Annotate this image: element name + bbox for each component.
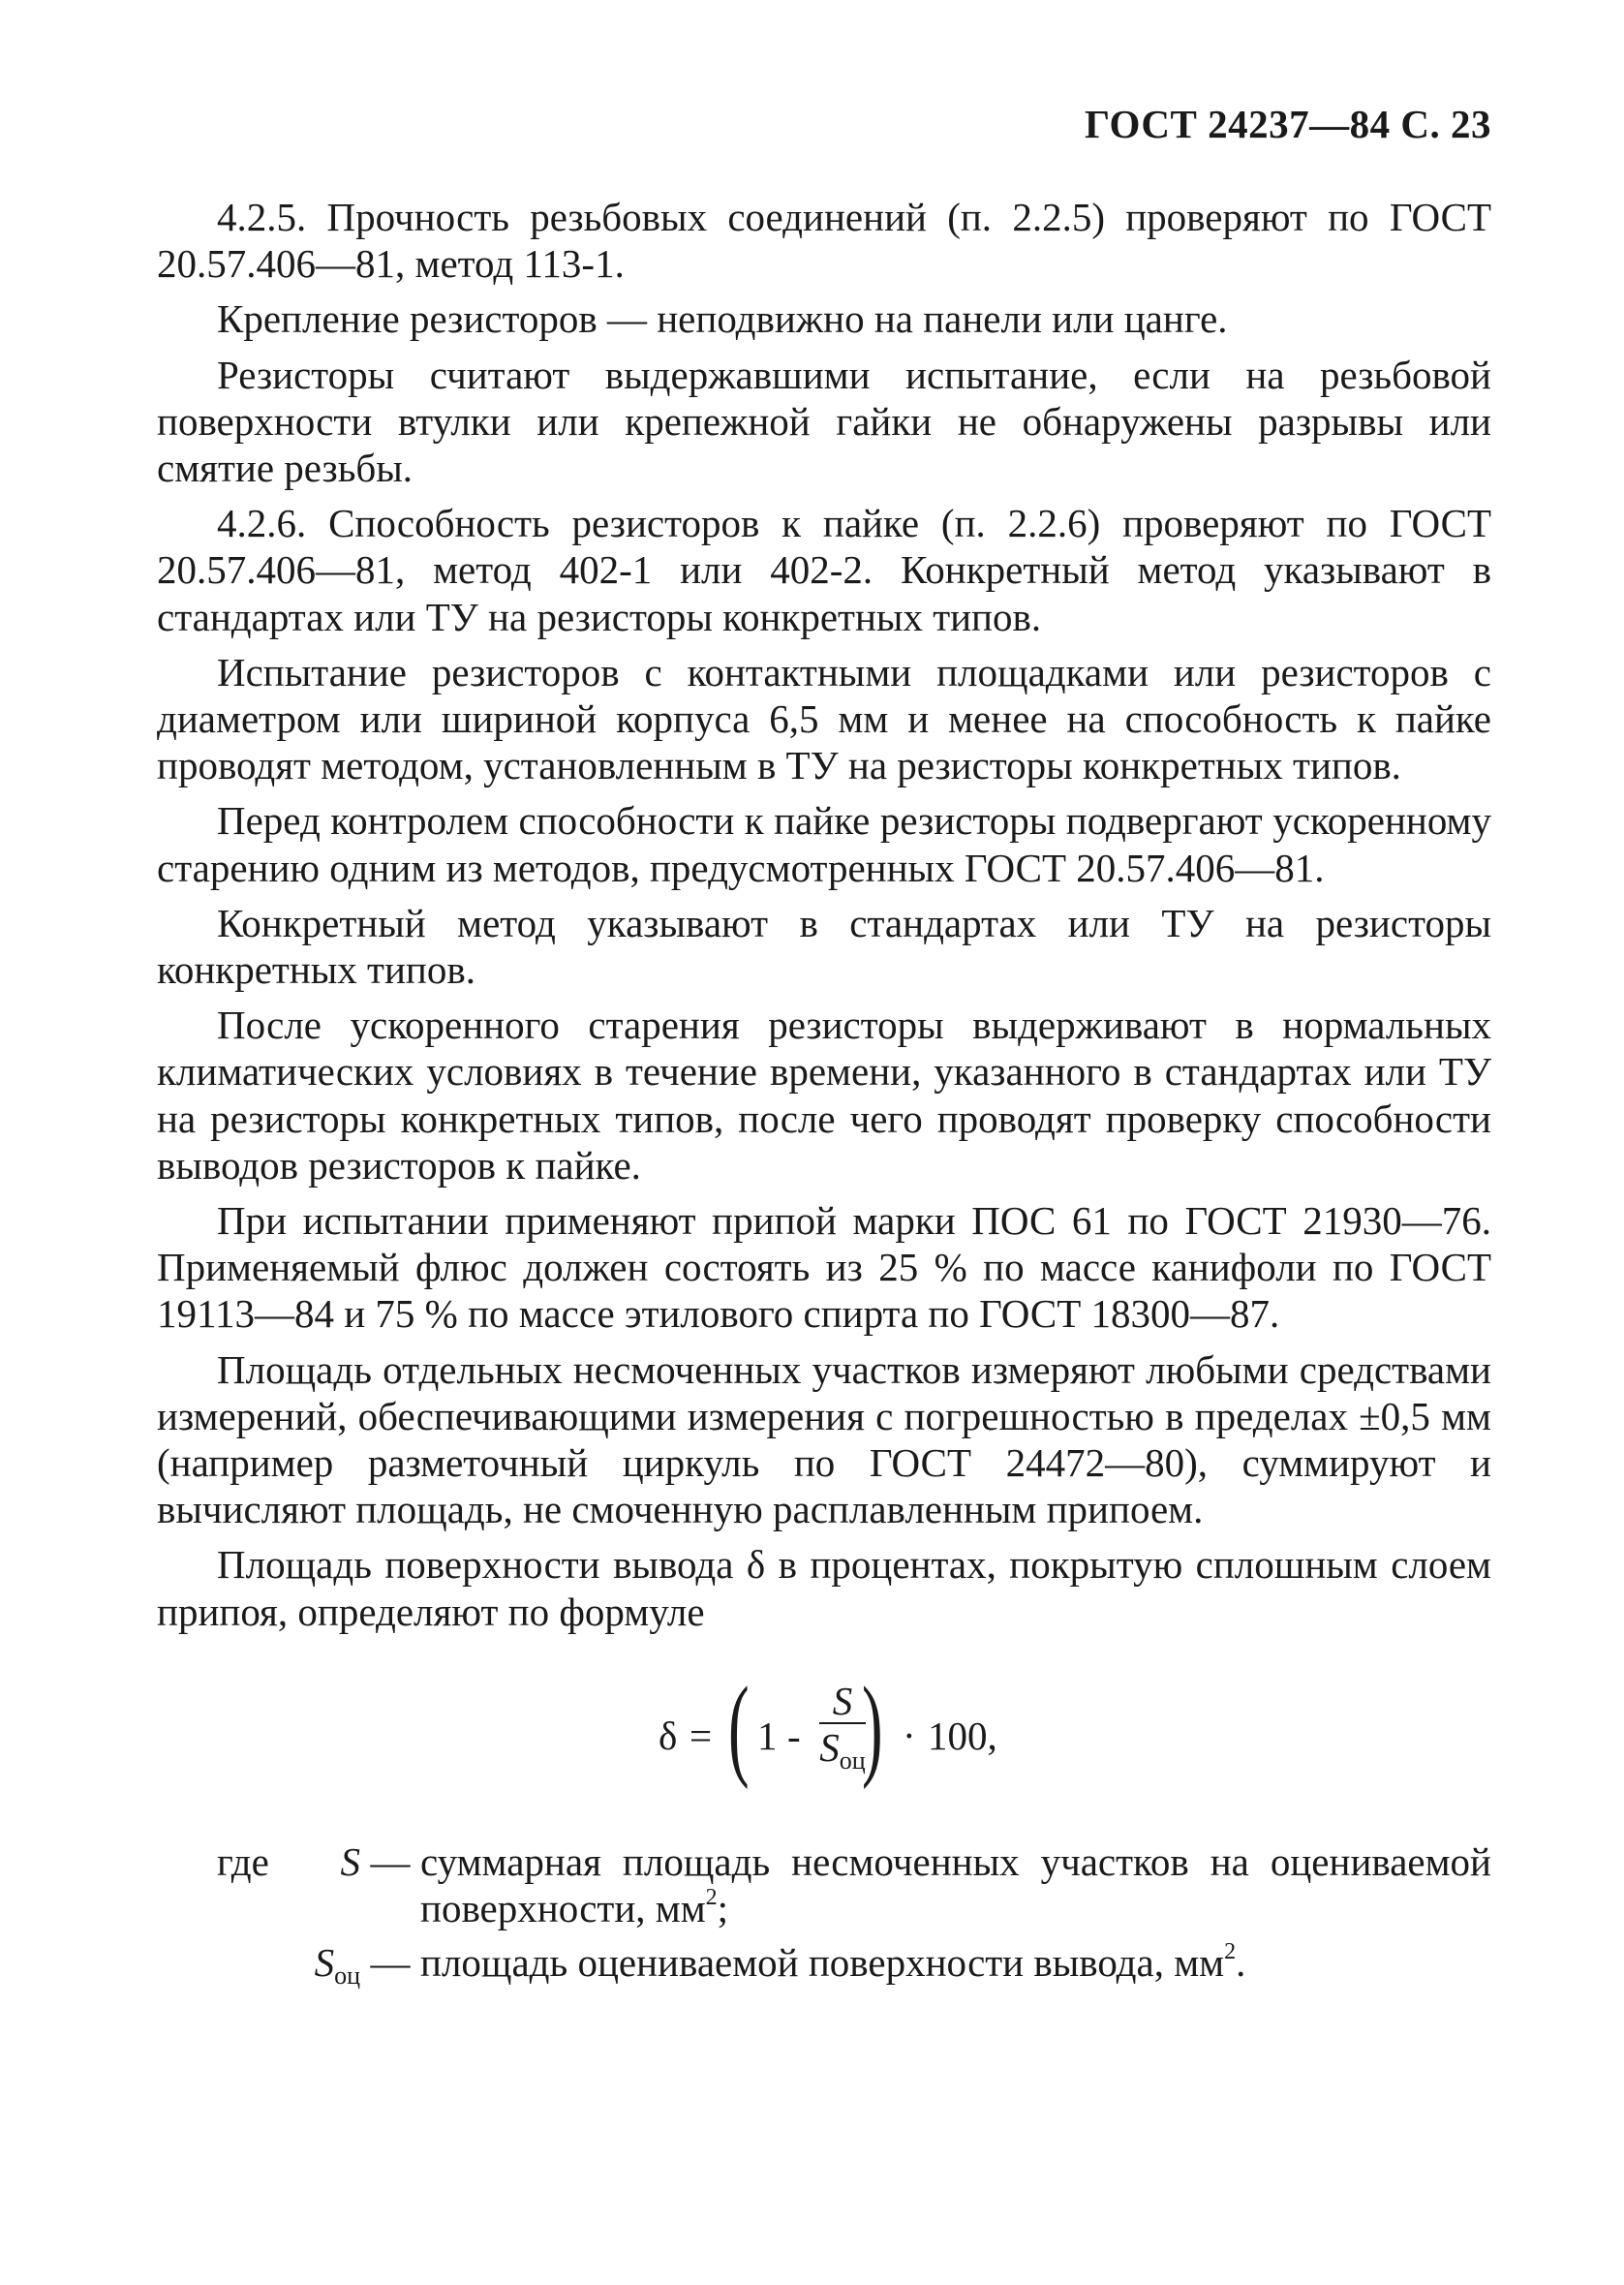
- paragraph-solder-flux: При испытании применяют припой марки ПОС 61 по ГОСТ 21930—76. Применяемый флюс должен состоять из 25 % по массе канифоли по ГОСТ 19113—84 и 75 % по массе этилового спирта по ГОСТ 18300—87.: [157, 1198, 1491, 1337]
- definition-term-s-oc: [287, 1939, 360, 1999]
- formula-multiplier: 100,: [928, 1713, 997, 1758]
- formula-minus: -: [787, 1713, 801, 1758]
- definitions-lead-empty: [157, 1939, 287, 1999]
- formula-dot: ·: [903, 1713, 916, 1758]
- definition-term-symbol: S: [314, 1940, 335, 1986]
- definition-dash: —: [370, 1940, 411, 1986]
- paragraph-area-measurement: Площадь отдельных несмоченных участков измеряют любыми средствами измерений, обеспечивающими измерения с погрешностью в пределах ±0,5 мм (например разметочный циркуль по ГОСТ 24472—80), суммируют и вычисляют площадь, не смоченную расплавленным припоем.: [157, 1346, 1491, 1532]
- definition-row-s-oc: [157, 1939, 1491, 1999]
- formula-one: 1: [757, 1713, 778, 1758]
- definition-tail: ;: [717, 1886, 729, 1931]
- paragraph-contact-pads: Испытание резисторов с контактными площадками или резисторов с диаметром или шириной корпуса 6,5 мм и менее на способность к пайке проводят методом, установленным в ТУ на резисторы конкретных типов.: [157, 649, 1491, 788]
- formula-denominator-subscript: оц: [839, 1745, 866, 1775]
- definition-dash: —: [370, 1838, 411, 1884]
- definition-text-s-oc: [420, 1939, 1491, 1999]
- formula-equals: =: [689, 1713, 713, 1758]
- formula-paren-right: ): [862, 1662, 883, 1790]
- definition-row-s: [157, 1838, 1491, 1931]
- definition-superscript: 2: [1224, 1939, 1237, 1965]
- formula-paren-left: (: [728, 1662, 750, 1790]
- formula-denominator: [819, 1724, 866, 1780]
- formula: [157, 1656, 1491, 1819]
- paragraph-after-aging: После ускоренного старения резисторы выдерживают в нормальных климатических условиях в течение времени, указанного в стандартах или ТУ на резисторы конкретных типов, после чего проводят проверку способности выводов резисторов к пайке.: [157, 1003, 1491, 1188]
- document-body: [157, 194, 1491, 2008]
- definition-term-symbol: S: [340, 1838, 360, 1884]
- definition-text-s: [420, 1838, 1491, 1931]
- page-header: ГОСТ 24237—84 С. 23: [1084, 102, 1491, 146]
- formula-denominator-symbol: S: [819, 1724, 840, 1770]
- formula-fraction: [819, 1678, 866, 1780]
- document-page: [157, 0, 1491, 2285]
- paragraph-4-2-6: 4.2.6. Способность резисторов к пайке (п. 2.2.6) проверяют по ГОСТ 20.57.406—81, метод 402-1 или 402-2. Конкретный метод указывают в стандартах или ТУ на резисторы конкретных типов.: [157, 501, 1491, 639]
- definitions: [157, 1838, 1491, 2000]
- paragraph-specific-method: Конкретный метод указывают в стандартах или ТУ на резисторы конкретных типов.: [157, 900, 1491, 993]
- definition-text-body: площадь оцениваемой поверхности вывода, мм: [420, 1940, 1225, 1986]
- definition-text-body: суммарная площадь несмоченных участков на оцениваемой поверхности, мм: [420, 1838, 1491, 1931]
- formula-numerator: S: [832, 1678, 853, 1723]
- paragraph-thread-criteria: Резисторы считают выдержавшими испытание, если на резьбовой поверхности втулки или крепежной гайки не обнаружены разрывы или смятие резьбы.: [157, 352, 1491, 491]
- paragraph-formula-intro: Площадь поверхности вывода δ в процентах, покрытую сплошным слоем припоя, определяют по формуле: [157, 1542, 1491, 1634]
- definition-superscript: 2: [705, 1885, 718, 1911]
- definition-tail: .: [1236, 1940, 1246, 1986]
- paragraph-4-2-5: 4.2.5. Прочность резьбовых соединений (п. 2.2.5) проверяют по ГОСТ 20.57.406—81, метод 113-1.: [157, 195, 1491, 287]
- definitions-lead: где: [217, 1838, 269, 1884]
- formula-delta: δ: [659, 1713, 678, 1758]
- definition-term-subscript: оц: [334, 1961, 360, 1991]
- paragraph-mounting: Крепление резисторов — неподвижно на панели или цанге.: [217, 296, 1228, 342]
- definition-term-s: [287, 1838, 360, 1931]
- paragraph-accelerated-aging: Перед контролем способности к пайке резисторы подвергают ускоренному старению одним из методов, предусмотренных ГОСТ 20.57.406—81.: [157, 798, 1491, 890]
